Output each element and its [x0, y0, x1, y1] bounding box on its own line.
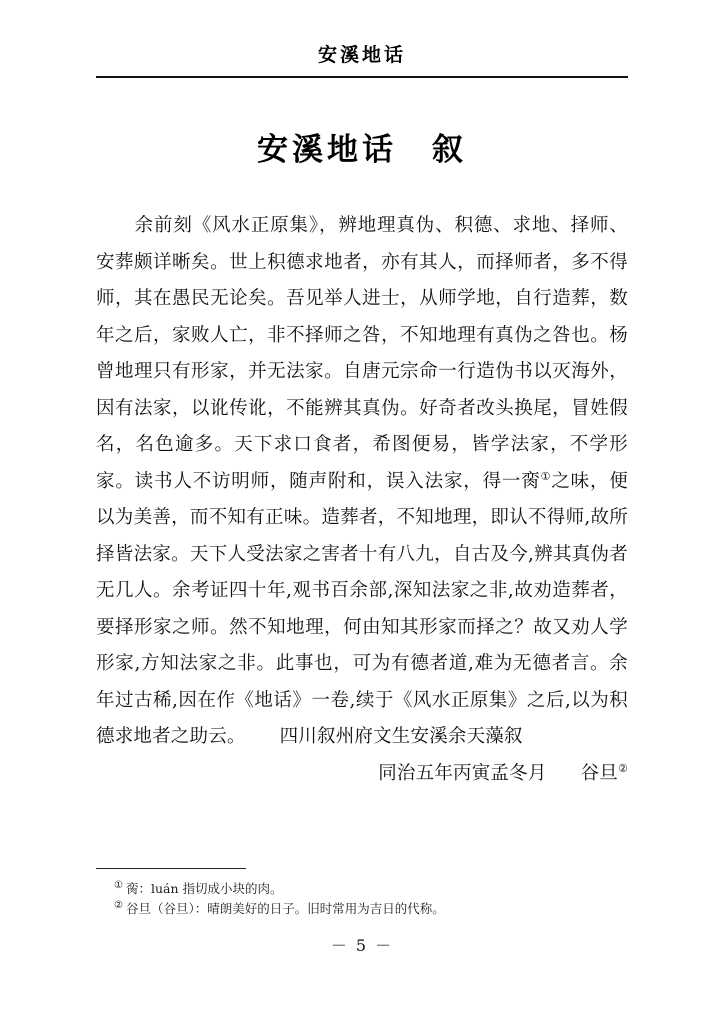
body-paragraph-part2: 之味，便以为美善，而不知有正味。造葬者，不知地理，即认不得师,故所择皆法家。天下人受法家之害者十有八九，自古及今,辨其真伪者无几人。余考证四十年,观书百余部,深知法家之非,故劝造葬者，要择形家之师。然不知地理，何由知其形家而择之？故又劝人学形家,方知法家之非。此事也，可为有德者道,难为无德者言。余年过古稀,因在作《地话》一卷,续于《风水正原集》之后,以为积德求地者之助云。 [96, 470, 629, 747]
page-number: － 5 － [330, 936, 394, 955]
footnote-text: 脔：luán 指切成小块的肉。 [125, 881, 283, 896]
body-text [96, 208, 628, 792]
footnote-ref-2[interactable]: ② [617, 761, 628, 775]
date-line [96, 756, 628, 793]
running-head [96, 44, 628, 78]
running-head-title: 安溪地话 [317, 44, 406, 66]
footnote-item [96, 879, 628, 899]
footnote-marker: ② [114, 899, 123, 911]
body-paragraph-part1: 余前刻《风水正原集》，辨地理真伪、积德、求地、择师、安葬颇详晰矣。世上积德求地者，亦有其人，而择师者，多不得师，其在愚民无论矣。吾见举人进士，从师学地，自行造葬，数年之后，家败人亡，非不择师之咎，不知地理有真伪之咎也。杨曾地理只有形家，并无法家。自唐元宗命一行造伪书以灭海外，因有法家，以讹传讹，不能辨其真伪。好奇者改头换尾，冒姓假名，名色逾多。天下求口食者，希图便易，皆学法家，不学形家。读书人不访明师，随声附和，误入法家，得一脔 [96, 215, 628, 492]
footnote-text: 谷旦（谷旦）：晴朗美好的日子。旧时常用为吉日的代称。 [125, 901, 445, 916]
footnotes-block [96, 868, 628, 919]
footnote-item [96, 899, 628, 919]
body-paragraph [96, 208, 628, 756]
signature: 四川叙州府文生安溪余天藻叙 [279, 726, 523, 747]
footnote-divider [96, 868, 246, 869]
date-suffix: 谷旦 [580, 762, 618, 784]
footnote-ref-1[interactable]: ① [540, 469, 552, 483]
date-text: 同治五年丙寅孟冬月 [378, 762, 547, 784]
footnote-marker: ① [114, 879, 123, 891]
header-divider [96, 76, 628, 78]
page-title: 安溪地话 叙 [257, 132, 467, 168]
